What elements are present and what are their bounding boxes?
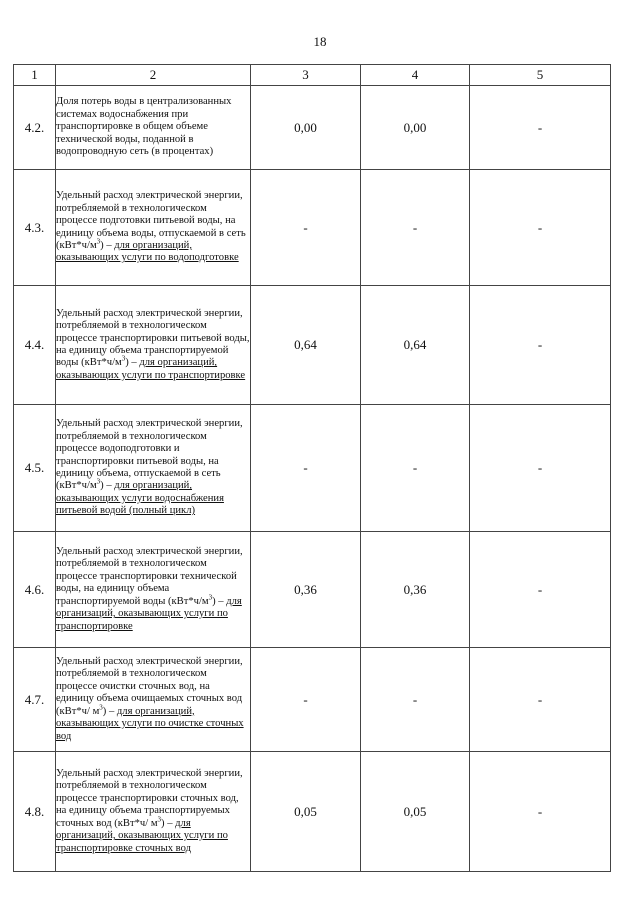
dash-separator: – [215,595,227,607]
column-header-2: 2 [56,65,251,86]
applicability-note: для организаций, оказывающих услуги по транспортировке [56,357,246,381]
value-col-3: 0,05 [251,752,361,872]
unit-close: ) [212,595,216,607]
indicators-table [13,64,611,872]
value-col-4: - [361,405,470,532]
unit-exponent: 3 [96,477,101,486]
dash-separator: – [106,705,117,717]
row-description [56,752,251,872]
row-description [56,86,251,170]
unit-text: (кВт*ч/м [81,357,122,369]
value-col-5: - [470,532,611,648]
value-col-4: - [361,170,470,286]
column-header-1: 1 [14,65,56,86]
table-row [14,86,611,170]
column-header-3: 3 [251,65,361,86]
row-description [56,170,251,286]
value-col-3: 0,64 [251,286,361,405]
row-description [56,286,251,405]
unit-close: ) [102,705,107,717]
unit-close: ) [100,239,104,251]
value-col-5: - [470,648,611,752]
column-header-4: 4 [361,65,470,86]
unit-text: (кВт*ч/м [56,239,97,251]
description-text: Доля потерь воды в централизованных системах водоснабжения при транспортировке в общем объеме технической воды, поданной в водопроводную сеть (в процентах) [56,96,232,158]
value-col-5: - [470,86,611,170]
value-col-4: 0,05 [361,752,470,872]
value-col-5: - [470,286,611,405]
row-number: 4.2. [14,86,56,170]
description-text: Удельный расход электрической энергии, потребляемой в технологическом процессе подготовки питьевой воды, на единицу объема воды, отпускаемой в сеть [56,190,246,239]
table-row [14,170,611,286]
unit-text: (кВт*ч/м [56,480,97,492]
unit-close: ) [125,357,129,369]
row-description [56,532,251,648]
dash-separator: – [103,480,115,492]
page-number: 18 [313,34,327,49]
value-col-3: 0,36 [251,532,361,648]
value-col-5: - [470,752,611,872]
column-header-5: 5 [470,65,611,86]
value-col-4: 0,00 [361,86,470,170]
description-text: Удельный расход электрической энергии, потребляемой в технологическом процессе очистки сточных вод, на единицу объема очищаемых сточных вод [56,656,243,705]
table-row [14,286,611,405]
dash-separator: – [103,239,115,251]
row-description [56,648,251,752]
unit-exponent: 3 [208,593,213,602]
value-col-5: - [470,405,611,532]
row-number: 4.6. [14,532,56,648]
description-text: Удельный расход электрической энергии, потребляемой в технологическом процессе транспортировки технической воды, на единицу объема транспортируемой воды [56,546,243,607]
row-description [56,405,251,532]
applicability-note: для организаций, оказывающих услуги по транспортировке [56,595,242,632]
unit-exponent: 3 [96,237,101,246]
table-row [14,648,611,752]
applicability-note: для организаций, оказывающих услуги по водоподготовке [56,239,239,264]
unit-exponent: 3 [121,354,126,363]
description-text: Удельный расход электрической энергии, потребляемой в технологическом процессе транспортировки питьевой воды, на единицу объема транспортируемой воды [56,307,250,369]
unit-text: (кВт*ч/ м [56,705,100,717]
value-col-3: - [251,170,361,286]
dash-separator: – [164,817,176,829]
table-row [14,752,611,872]
value-col-3: - [251,405,361,532]
row-number: 4.8. [14,752,56,872]
applicability-note: для организаций, оказывающих услуги по очистке сточных вод [56,705,244,742]
value-col-4: 0,36 [361,532,470,648]
table-header-row [14,65,611,86]
unit-text: (кВт*ч/м [167,595,209,607]
unit-exponent: 3 [157,815,162,824]
value-col-4: - [361,648,470,752]
value-col-3: 0,00 [251,86,361,170]
value-col-4: 0,64 [361,286,470,405]
description-text: Удельный расход электрической энергии, потребляемой в технологическом процессе транспортировки сточных вод, на единицу объема транспортируемых сточных вод [56,768,243,829]
row-number: 4.5. [14,405,56,532]
value-col-5: - [470,170,611,286]
table-row [14,405,611,532]
description-text: Удельный расход электрической энергии, потребляемой в технологическом процессе водоподготовки и транспортировки питьевой воды, на единицу объема, отпускаемой в сеть [56,418,243,479]
row-number: 4.4. [14,286,56,405]
applicability-note: для организаций, оказывающих услуги водоснабжения питьевой водой (полный цикл) [56,480,224,517]
value-col-3: - [251,648,361,752]
unit-close: ) [100,480,104,492]
unit-close: ) [161,817,165,829]
row-number: 4.3. [14,170,56,286]
table-row [14,532,611,648]
applicability-note: для организаций, оказывающих услуги по транспортировке сточных вод [56,817,228,854]
unit-text: (кВт*ч/ м [114,817,158,829]
unit-exponent: 3 [99,703,103,712]
dash-separator: – [128,357,140,369]
row-number: 4.7. [14,648,56,752]
